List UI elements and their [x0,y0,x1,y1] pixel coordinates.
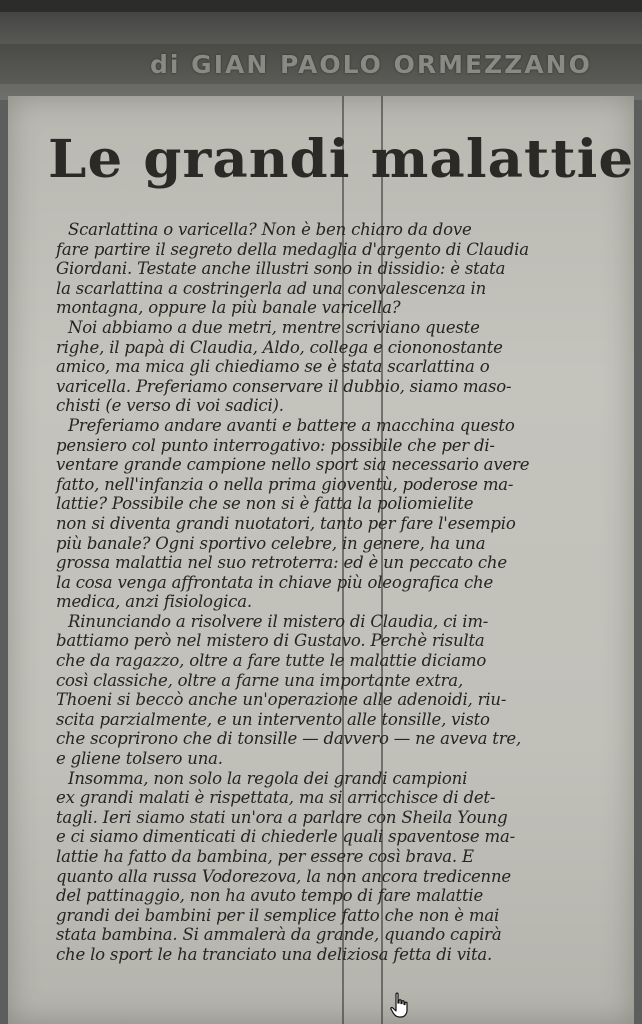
text-line: fare partire il segreto della medaglia d'argento di Claudia [56,239,529,259]
text-line: del pattinaggio, non ha avuto tempo di fare malattie [56,886,484,906]
text-line: scita parzialmente, e un intervento alle tonsille, visto [56,709,490,729]
headline: Le grandi malattie [48,129,634,190]
paragraph [56,769,616,965]
paragraph [56,220,616,318]
text-line: e ci siamo dimenticati di chiederle quali spaventose ma- [56,827,515,847]
text-line: Noi abbiamo a due metri, mentre scriviano queste [68,317,480,337]
text-line: Scarlattina o varicella? Non è ben chiaro da dove [68,220,472,239]
text-line: righe, il papà di Claudia, Aldo, collega e ciononostante [56,337,503,357]
text-line: lattie ha fatto da bambina, per essere così brava. E [56,847,474,866]
text-line: fatto, nell'infanzia o nella prima gioventù, poderose ma- [56,474,514,494]
byline: di GIAN PAOLO ORMEZZANO [150,49,592,79]
text-line: Rinunciando a risolvere il mistero di Claudia, ci im- [68,611,489,631]
text-line: battiamo però nel mistero di Gustavo. Perchè risulta [56,631,485,651]
text-line: la scarlattina a costringerla ad una convalescenza in [56,278,487,298]
text-line: grossa malattia nel suo retroterra: ed è un peccato che [56,553,507,573]
text-line: montagna, oppure la più banale varicella? [56,298,401,318]
text-line: Preferiamo andare avanti e battere a macchina questo [68,415,515,435]
text-line: Giordani. Testate anche illustri sono in dissidio: è stata [56,259,506,279]
byline-bar [0,44,642,84]
dark-top-edge [0,0,642,12]
text-line: ventare grande campione nello sport sia necessario avere [56,455,530,475]
paragraph [56,416,616,612]
text-line: tagli. Ieri siamo stati un'ora a parlare con Sheila Young [56,807,508,827]
paragraph [56,612,616,769]
text-line: Thoeni si beccò anche un'operazione alle adenoidi, riu- [56,690,507,710]
text-line: più banale? Ogni sportivo celebre, in genere, ha una [56,533,486,553]
text-line: lattie? Possibile che se non si è fatta la poliomielite [56,494,474,514]
text-line: quanto alla russa Vodorezova, la non ancora tredicenne [56,866,511,886]
text-line: pensiero col punto interrogativo: possibile che per di- [56,435,495,455]
text-line: così classiche, oltre a farne una importante extra, [56,670,463,690]
text-line: grandi dei bambini per il semplice fatto che non è mai [56,905,500,925]
text-line: Insomma, non solo la regola dei grandi campioni [68,768,468,788]
article-body [56,220,616,965]
text-line: medica, anzi fisiologica. [56,592,252,612]
text-line: e gliene tolsero una. [56,749,223,769]
text-line: non si diventa grandi nuotatori, tanto per fare l'esempio [56,513,516,533]
hand-pointer-icon [390,992,408,1018]
text-line: stata bambina. Si ammalerà da grande, quando capirà [56,925,502,945]
text-line: ex grandi malati è rispettata, ma si arricchisce di det- [56,788,496,808]
newspaper-clipping [8,96,634,1024]
text-line: che da ragazzo, oltre a fare tutte le malattie diciamo [56,651,487,671]
text-line: che lo sport le ha tranciato una deliziosa fetta di vita. [56,944,493,964]
text-line: varicella. Preferiamo conservare il dubbio, siamo maso- [56,376,512,396]
text-line: chisti (e verso di voi sadici). [56,396,284,416]
paragraph [56,318,616,416]
text-line: che scoprirono che di tonsille — davvero — ne aveva tre, [56,729,521,749]
text-line: la cosa venga affrontata in chiave più oleografica che [56,572,494,592]
text-line: amico, ma mica gli chiediamo se è stata scarlattina o [56,357,490,377]
